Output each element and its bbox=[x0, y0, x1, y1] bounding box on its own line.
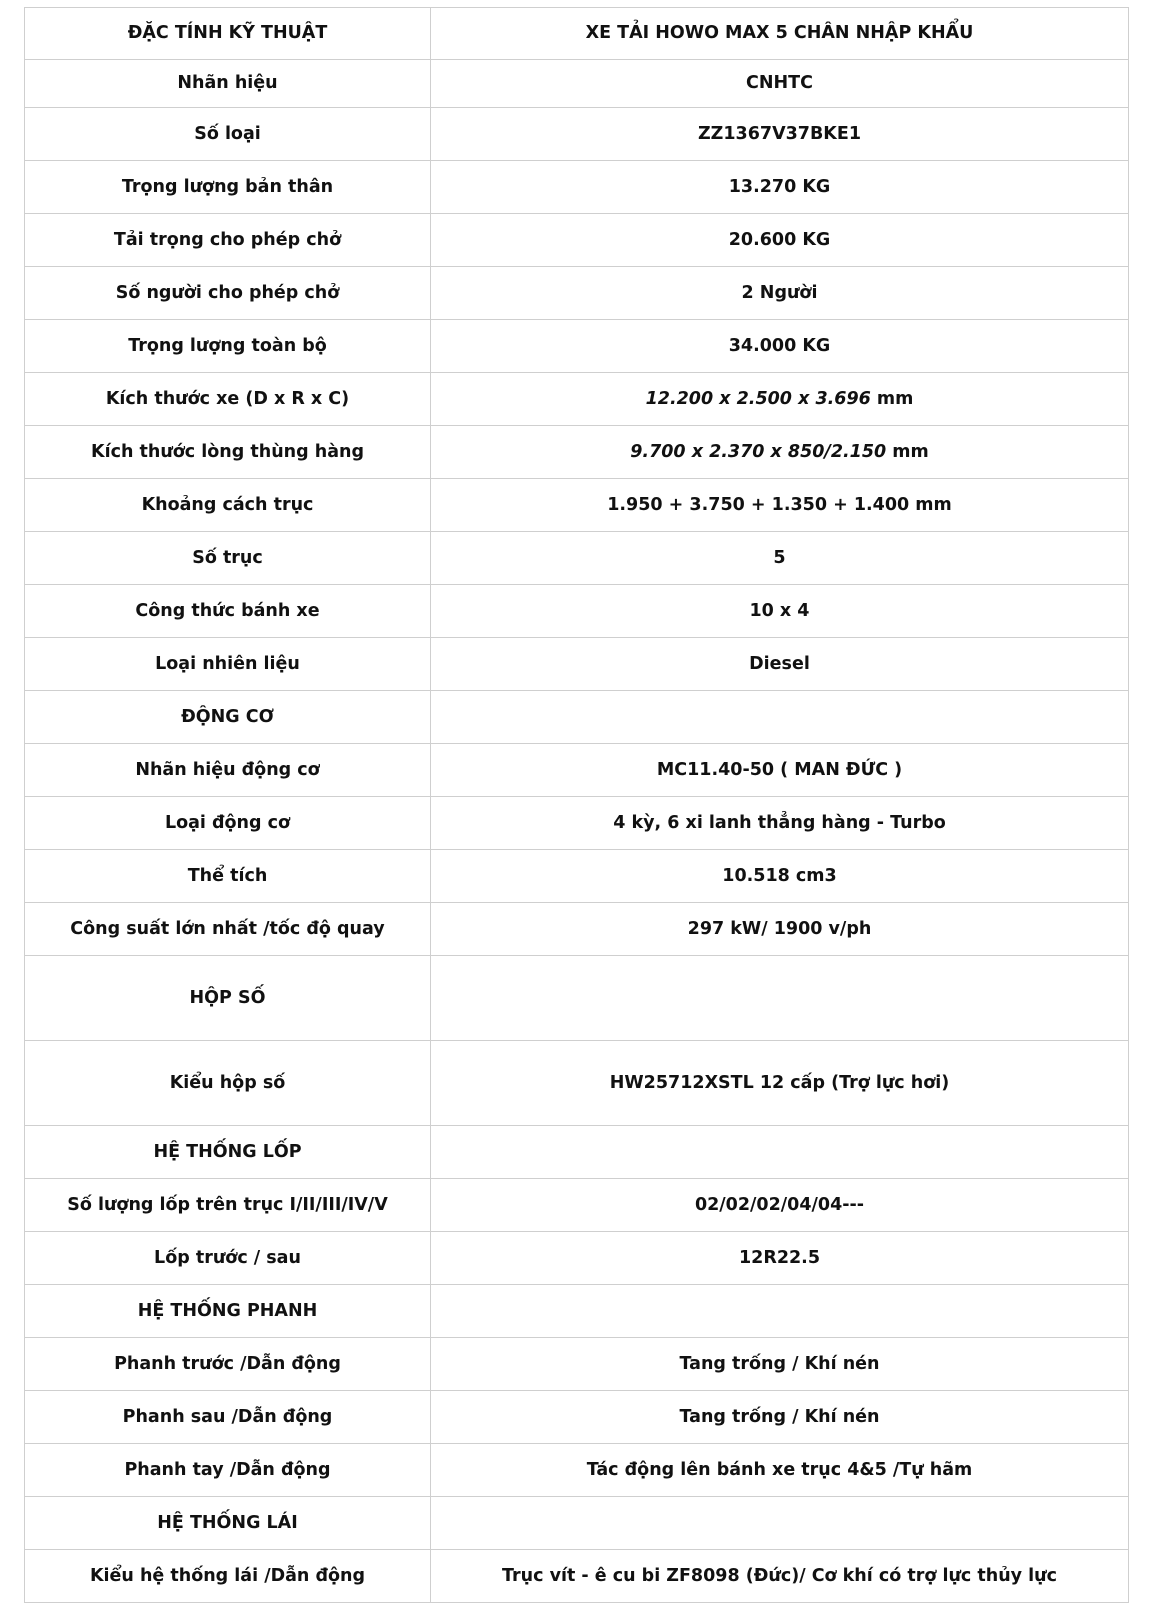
table-row bbox=[25, 1497, 1129, 1550]
row-value: 20.600 KG bbox=[431, 214, 1129, 267]
row-value bbox=[431, 1285, 1129, 1338]
row-value bbox=[431, 426, 1129, 479]
row-value: 2 Người bbox=[431, 267, 1129, 320]
table-row bbox=[25, 161, 1129, 214]
row-value: Tang trống / Khí nén bbox=[431, 1391, 1129, 1444]
row-value: 5 bbox=[431, 532, 1129, 585]
table-row bbox=[25, 320, 1129, 373]
table-row bbox=[25, 373, 1129, 426]
row-value bbox=[431, 1126, 1129, 1179]
table-row bbox=[25, 744, 1129, 797]
row-label: Công suất lớn nhất /tốc độ quay bbox=[25, 903, 431, 956]
row-label: Trọng lượng bản thân bbox=[25, 161, 431, 214]
row-label: HỆ THỐNG LÁI bbox=[25, 1497, 431, 1550]
row-label: Số người cho phép chở bbox=[25, 267, 431, 320]
row-value bbox=[431, 956, 1129, 1041]
row-value: 10 x 4 bbox=[431, 585, 1129, 638]
table-row bbox=[25, 426, 1129, 479]
row-label: Thể tích bbox=[25, 850, 431, 903]
row-value: MC11.40-50 ( MAN ĐỨC ) bbox=[431, 744, 1129, 797]
row-label: Công thức bánh xe bbox=[25, 585, 431, 638]
row-label: Phanh trước /Dẫn động bbox=[25, 1338, 431, 1391]
row-value-unit: mm bbox=[870, 388, 914, 409]
spec-table bbox=[24, 7, 1129, 1603]
row-value-dimensions: 12.200 x 2.500 x 3.696 bbox=[645, 388, 871, 409]
table-row bbox=[25, 60, 1129, 108]
row-value: 4 kỳ, 6 xi lanh thẳng hàng - Turbo bbox=[431, 797, 1129, 850]
table-row bbox=[25, 1126, 1129, 1179]
table-row bbox=[25, 638, 1129, 691]
table-row bbox=[25, 797, 1129, 850]
row-value: 10.518 cm3 bbox=[431, 850, 1129, 903]
row-label: Khoảng cách trục bbox=[25, 479, 431, 532]
row-value: 34.000 KG bbox=[431, 320, 1129, 373]
row-value: Tác động lên bánh xe trục 4&5 /Tự hãm bbox=[431, 1444, 1129, 1497]
table-row bbox=[25, 956, 1129, 1041]
row-label: HỆ THỐNG PHANH bbox=[25, 1285, 431, 1338]
table-row bbox=[25, 214, 1129, 267]
row-value bbox=[431, 1497, 1129, 1550]
row-label: Phanh tay /Dẫn động bbox=[25, 1444, 431, 1497]
row-value: Tang trống / Khí nén bbox=[431, 1338, 1129, 1391]
row-value: 1.950 + 3.750 + 1.350 + 1.400 mm bbox=[431, 479, 1129, 532]
header-product-name: XE TẢI HOWO MAX 5 CHÂN NHẬP KHẨU bbox=[431, 8, 1129, 60]
table-row bbox=[25, 1179, 1129, 1232]
row-value bbox=[431, 373, 1129, 426]
row-label: Kích thước xe (D x R x C) bbox=[25, 373, 431, 426]
row-label: HỘP SỐ bbox=[25, 956, 431, 1041]
row-label: Loại động cơ bbox=[25, 797, 431, 850]
row-label: Số trục bbox=[25, 532, 431, 585]
row-value: HW25712XSTL 12 cấp (Trợ lực hơi) bbox=[431, 1041, 1129, 1126]
row-value: 12R22.5 bbox=[431, 1232, 1129, 1285]
row-label: Kiểu hệ thống lái /Dẫn động bbox=[25, 1550, 431, 1603]
row-label: Nhãn hiệu động cơ bbox=[25, 744, 431, 797]
row-label: Phanh sau /Dẫn động bbox=[25, 1391, 431, 1444]
table-row bbox=[25, 479, 1129, 532]
row-label: Kích thước lòng thùng hàng bbox=[25, 426, 431, 479]
row-value: Trục vít - ê cu bi ZF8098 (Đức)/ Cơ khí có trợ lực thủy lực bbox=[431, 1550, 1129, 1603]
row-label: Tải trọng cho phép chở bbox=[25, 214, 431, 267]
table-row bbox=[25, 585, 1129, 638]
row-value: CNHTC bbox=[431, 60, 1129, 108]
table-row bbox=[25, 532, 1129, 585]
row-label: ĐỘNG CƠ bbox=[25, 691, 431, 744]
row-value: Diesel bbox=[431, 638, 1129, 691]
row-value: 02/02/02/04/04--- bbox=[431, 1179, 1129, 1232]
table-row bbox=[25, 850, 1129, 903]
table-row bbox=[25, 1285, 1129, 1338]
table-row bbox=[25, 108, 1129, 161]
table-row bbox=[25, 903, 1129, 956]
table-row bbox=[25, 1232, 1129, 1285]
row-label: Nhãn hiệu bbox=[25, 60, 431, 108]
row-value-dimensions: 9.700 x 2.370 x 850/2.150 bbox=[630, 441, 887, 462]
row-value: 13.270 KG bbox=[431, 161, 1129, 214]
table-row bbox=[25, 267, 1129, 320]
row-label: Số lượng lốp trên trục I/II/III/IV/V bbox=[25, 1179, 431, 1232]
table-row bbox=[25, 1391, 1129, 1444]
row-value-unit: mm bbox=[886, 441, 929, 462]
table-row bbox=[25, 1444, 1129, 1497]
row-label: Số loại bbox=[25, 108, 431, 161]
row-label: Kiểu hộp số bbox=[25, 1041, 431, 1126]
row-label: Lốp trước / sau bbox=[25, 1232, 431, 1285]
header-row bbox=[25, 8, 1129, 60]
table-row bbox=[25, 1338, 1129, 1391]
header-spec-label: ĐẶC TÍNH KỸ THUẬT bbox=[25, 8, 431, 60]
table-row bbox=[25, 1550, 1129, 1603]
row-label: Trọng lượng toàn bộ bbox=[25, 320, 431, 373]
table-row bbox=[25, 691, 1129, 744]
row-label: HỆ THỐNG LỐP bbox=[25, 1126, 431, 1179]
row-value: ZZ1367V37BKE1 bbox=[431, 108, 1129, 161]
row-value bbox=[431, 691, 1129, 744]
row-value: 297 kW/ 1900 v/ph bbox=[431, 903, 1129, 956]
table-row bbox=[25, 1041, 1129, 1126]
row-label: Loại nhiên liệu bbox=[25, 638, 431, 691]
